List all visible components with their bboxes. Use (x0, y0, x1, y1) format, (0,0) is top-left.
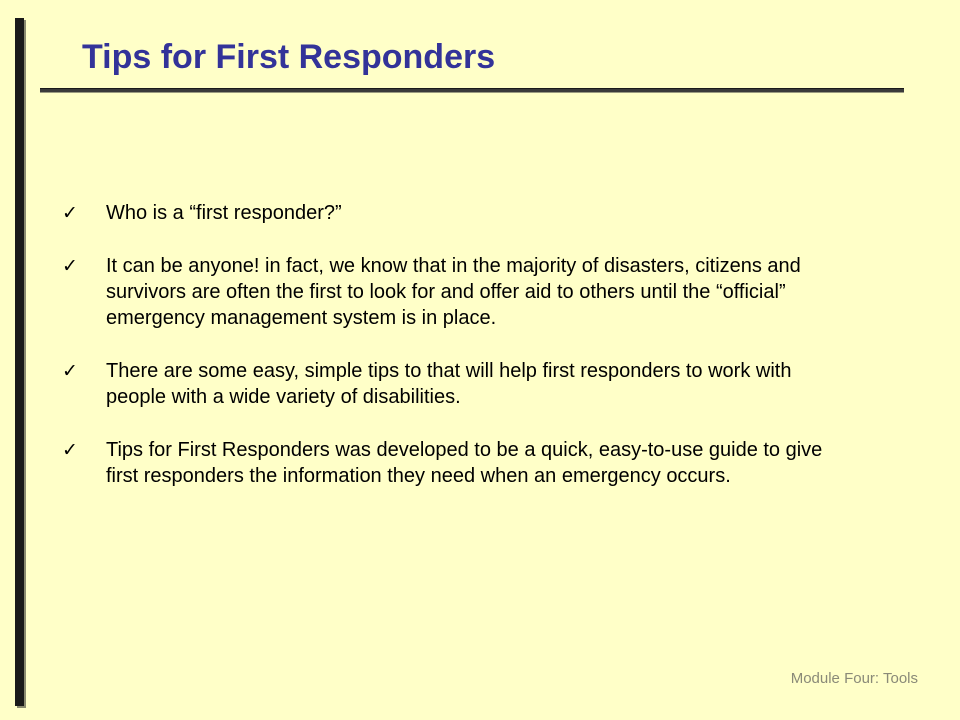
checkmark-icon: ✓ (62, 439, 78, 461)
bullet-text: Who is a “first responder?” (106, 202, 342, 224)
checkmark-icon: ✓ (62, 202, 78, 224)
bullet-item (62, 358, 842, 410)
title-underline (40, 88, 904, 93)
bullet-item (62, 437, 842, 489)
left-accent-bar (15, 18, 24, 706)
checkmark-icon: ✓ (62, 360, 78, 382)
bullet-list (62, 200, 842, 516)
bullet-item (62, 253, 842, 331)
bullet-text: There are some easy, simple tips to that will help first responders to work with people with a wide variety of disabilities. (106, 360, 792, 408)
bullet-text: Tips for First Responders was developed to be a quick, easy-to-use guide to give first responders the information they need when an emergency occurs. (106, 439, 823, 487)
checkmark-icon: ✓ (62, 255, 78, 277)
bullet-text: It can be anyone! in fact, we know that in the majority of disasters, citizens and survivors are often the first to look for and offer aid to others until the “official” emergency management system is in place. (106, 255, 801, 329)
slide-title: Tips for First Responders (82, 38, 496, 76)
bullet-item (62, 200, 842, 226)
slide-footer: Module Four: Tools (790, 670, 918, 687)
